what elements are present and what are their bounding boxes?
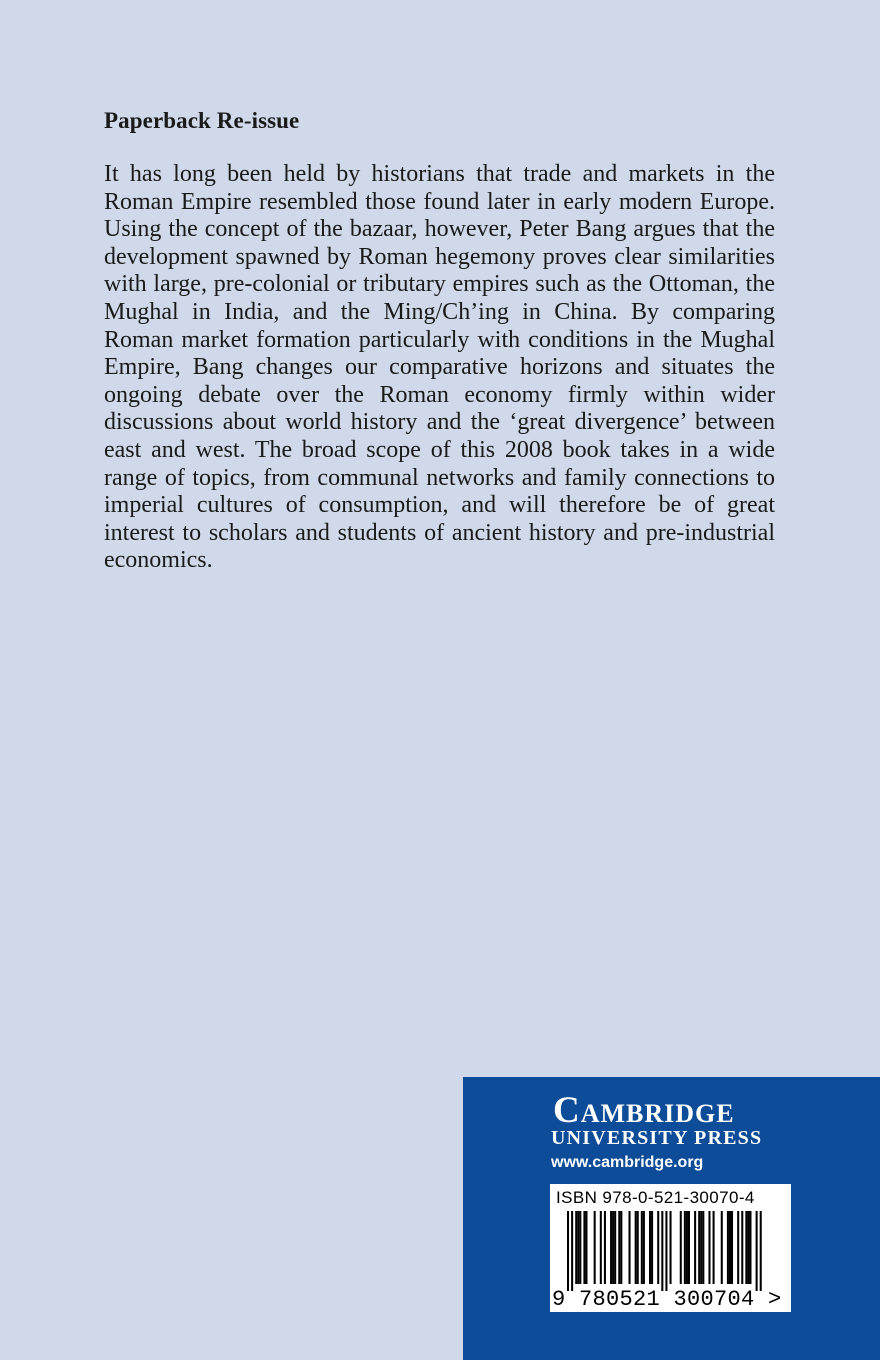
isbn-barcode [550,1184,791,1312]
barcode-bar [760,1211,762,1291]
barcode-bar [731,1211,733,1284]
barcode-bar [698,1211,700,1284]
barcode-bar [688,1211,690,1284]
barcode-bar [686,1211,688,1284]
barcode-bar [594,1211,596,1284]
barcode-bar [567,1211,569,1291]
barcode-bar [741,1211,743,1284]
publisher-subtitle: UNIVERSITY PRESS [551,1127,763,1149]
barcode-bar [614,1211,616,1284]
barcode-bar [641,1211,643,1284]
barcode-bar [747,1211,749,1284]
barcode-bar [700,1211,702,1284]
barcode-bar [585,1211,587,1284]
barcode-bar [727,1211,729,1284]
barcode-bar [665,1211,667,1291]
barcode-bar [579,1211,581,1284]
barcode-bar [680,1211,682,1284]
barcode-bar [604,1211,606,1284]
barcode-bar [670,1211,672,1284]
reissue-heading: Paperback Re-issue [104,108,300,133]
book-description: It has long been held by historians that trade and markets in the Roman Empire resembled those found later in early modern Europe. Using the concept of the bazaar, however, Peter Bang argues that the development spawned by Roman hegemony proves clear similarities with large, pre-colonial or tributary empires such as the Ottoman, the Mughal in India, and the Ming/Ch’ing in China. By comparing Roman market formation particularly with conditions in the Mughal Empire, Bang changes our comparative horizons and situates the ongoing debate over the Roman economy firmly within wider discussions about world history and the ‘great divergence’ between east and west. The broad scope of this 2008 book takes in a wide range of topics, from communal networks and family connections to imperial cultures of consumption, and will therefore be of great interest to scholars and students of ancient history and pre-industrial economics. [104,161,775,574]
barcode-bar [610,1211,612,1284]
barcode-bar [612,1211,614,1284]
barcode-bar [729,1211,731,1284]
barcode-bar [643,1211,645,1284]
barcode-bar [577,1211,579,1284]
publisher-name: Cambridge [553,1090,735,1131]
barcode-bar [708,1211,710,1284]
barcode-bar [657,1211,659,1284]
barcode-bar [651,1211,653,1284]
publisher-url: www.cambridge.org [551,1154,704,1171]
barcode-bar [684,1211,686,1284]
barcode-bar [635,1211,637,1284]
barcode-bar [721,1211,723,1284]
barcode-bar [661,1211,663,1291]
barcode-bar [620,1211,622,1284]
barcode-bar [583,1211,585,1284]
barcode-bar [571,1211,573,1291]
barcode-bar [629,1211,631,1284]
barcode-bar [618,1211,620,1284]
isbn-label: ISBN 978-0-521-30070-4 [556,1188,755,1207]
barcode-bar [702,1211,704,1284]
publisher-panel [463,1077,880,1360]
barcode-bar [745,1211,747,1284]
barcode-bar [649,1211,651,1284]
barcode-bar [600,1211,602,1284]
barcode-bar [737,1211,739,1284]
barcode-bar [637,1211,639,1284]
barcode-bar [694,1211,696,1284]
barcode-bar [749,1211,751,1284]
barcode-bar [756,1211,758,1291]
ean-digits: 9 780521 300704 > [552,1287,782,1312]
barcode-bar [575,1211,577,1284]
barcode-bar [713,1211,715,1284]
